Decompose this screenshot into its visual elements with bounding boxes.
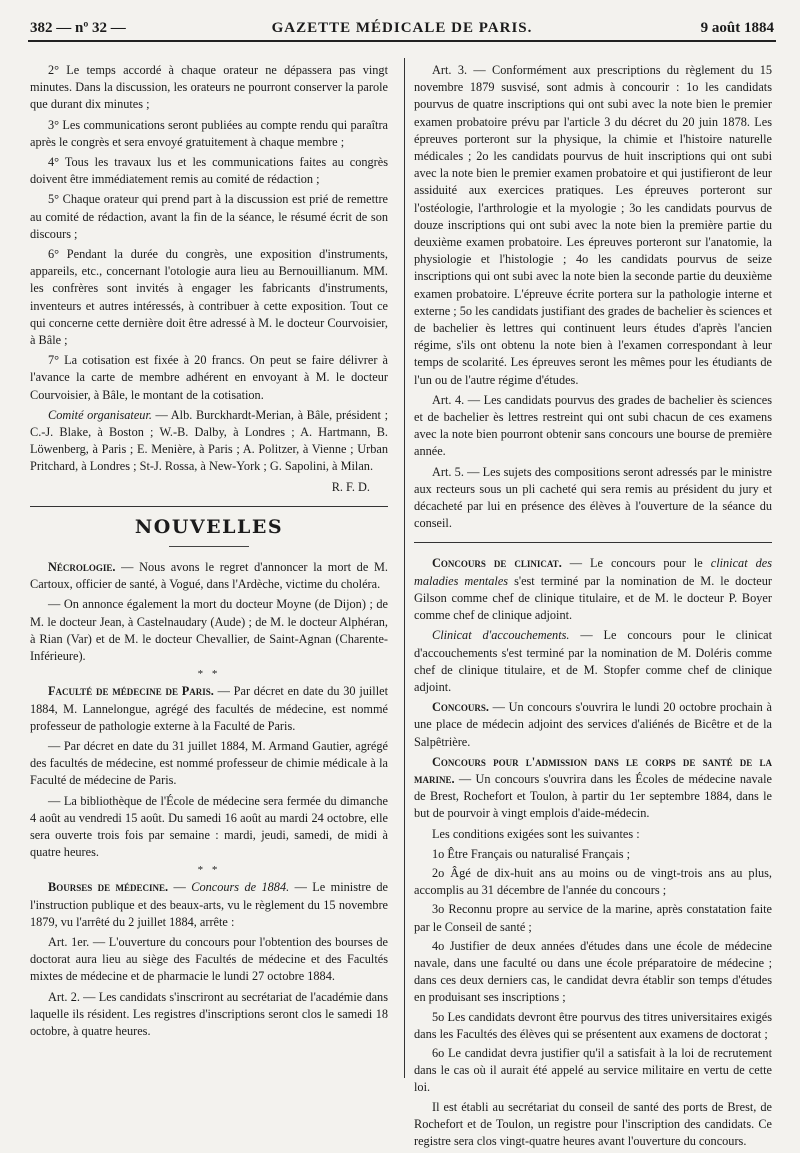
separator-stars: * * bbox=[197, 864, 221, 877]
concours-label: Concours. bbox=[432, 700, 489, 715]
bibliotheque-paragraph: — La bibliothèque de l'École de médecine sera fermée du dimanche 4 août au vendredi 15 août. Du samedi 16 août au mardi 24 octobre, elle sera ouverte trois fois par semaine : mardi, jeudi, samedi, de midi à quatre heures. bbox=[30, 793, 388, 860]
bourses-text: — Le ministre de l'instruction publique et des beaux-arts, vu le règlement du 15 novembre 1879, vu l'arrêté du 2 juillet 1884, arrête : bbox=[30, 880, 388, 929]
journal-title: GAZETTE MÉDICALE DE PARIS. bbox=[271, 20, 533, 36]
marine-label: Concours pour l'admission dans le corps de santé de la marine. bbox=[414, 754, 772, 786]
bourses-paragraph: Bourses de médecine. — Concours de 1884. — Le ministre de l'instruction publique et des beaux-arts, vu le règlement du 15 novembre 1879, vu l'arrêté du 2 juillet 1884, arrête : bbox=[30, 880, 388, 929]
condition-item: 1o Être Français ou naturalisé Français ; bbox=[432, 846, 631, 861]
rule-4: 4° Tous les travaux lus et les communications faites au congrès doivent être immédiatement remis au comité de rédaction ; bbox=[30, 155, 388, 187]
section-divider bbox=[414, 542, 772, 543]
condition-item: 2o Âgé de dix-huit ans au moins ou de vingt-trois ans au plus, accomplis au 31 décembre de l'année du concours ; bbox=[414, 865, 772, 898]
accouchements-paragraph bbox=[414, 627, 772, 696]
right-column bbox=[414, 62, 772, 1153]
article-1: Art. 1er. — L'ouverture du concours pour l'obtention des bourses de doctorat aura lieu au siège des Facultés de médecine et des Facultés mixtes de médecine et de pharmacie le lundi 27 octobre 1884. bbox=[30, 934, 388, 984]
article-4: Art. 4. — Les candidats pourvus des grades de bachelier ès sciences et de bachelier ès lettres restreint qui ont subi chacun de ces examens avec la note bien pourront obtenir sans concours une bourse de première année. bbox=[414, 392, 772, 459]
page-header bbox=[28, 14, 776, 42]
necrologie-paragraph bbox=[30, 559, 388, 593]
section-title: NOUVELLES bbox=[134, 515, 284, 538]
article-2: Art. 2. — Les candidats s'inscriront au secrétariat de l'académie dans laquelle ils résident. Les registres d'inscriptions seront clos le samedi 18 octobre, à quatre heures. bbox=[30, 989, 388, 1038]
clinicat-italic: clinicat des maladies mentales bbox=[414, 556, 772, 588]
necrologie-label: Nécrologie. bbox=[48, 560, 116, 575]
faculte-text: — Par décret en date du 30 juillet 1884, M. Lannelongue, agrégé des facultés de médecine, est nommé professeur de pathologie externe à la Faculté de Paris. bbox=[30, 684, 389, 733]
necrologie-text: — Nous avons le regret d'annoncer la mort de M. Cartoux, officier de santé, à Vogué, dans l'Ardèche, victime du choléra. bbox=[30, 560, 388, 592]
condition-item: 3o Reconnu propre au service de la marine, après constatation faite par le Conseil de santé ; bbox=[414, 902, 772, 934]
accouchements-label: Clinicat d'accouchements. bbox=[432, 628, 570, 643]
clinicat-text-a: — Le concours pour le bbox=[561, 556, 711, 571]
section-divider bbox=[30, 506, 388, 507]
concours-text: — Un concours s'ouvrira le lundi 20 octobre prochain à une place de médecin adjoint des services d'aliénés de Bicêtre et de la Salpêtrière. bbox=[414, 700, 772, 749]
clinicat-paragraph bbox=[414, 555, 772, 624]
faculte-paragraph bbox=[30, 683, 388, 735]
separator-stars: * * bbox=[197, 668, 221, 681]
rule-2: 2° Le temps accordé à chaque orateur ne dépassera pas vingt minutes. Dans la discussion, les orateurs ne pourront conserver la parole que durant dix minutes ; bbox=[30, 63, 388, 112]
accouchements-text: — Le concours pour le clinicat d'accouchements s'est terminé par la nomination de M. Doléris comme chef de clinique titulaire, et de M. Stopfer comme chef de clinique adjoint. bbox=[414, 628, 772, 694]
rule-3: 3° Les communications seront publiées au compte rendu qui paraîtra après le congrès et sera envoyé gratuitement à chaque membre ; bbox=[30, 117, 388, 149]
faculte-label: Faculté de médecine de Paris. bbox=[48, 684, 214, 699]
page-number: 382 — nº 32 — bbox=[30, 20, 126, 36]
marine-text: — Un concours s'ouvrira dans les Écoles de médecine navale de Brest, Rochefort et Toulon, à partir du 1er septembre 1884, dans le but de pourvoir à vingt emplois d'aide-médecin. bbox=[414, 771, 772, 821]
condition-item: 4o Justifier de deux années d'études dans une école de médecine navale, dans une faculté ou dans une école préparatoire de médecine ; dans ces deux derniers cas, le candidat devra établir son temps d'études en produisant ses inscriptions ; bbox=[414, 938, 772, 1005]
article-5: Art. 5. — Les sujets des compositions seront adressés par le ministre aux recteurs sous un pli cacheté qui sera remis au président du jury et décacheté par lui en présence des élèves à l'ouverture de la séance du conseil. bbox=[414, 464, 772, 531]
comite-label: Comité organisateur. bbox=[48, 407, 152, 422]
column-divider bbox=[404, 58, 405, 1078]
clinicat-text-b: s'est terminé par la nomination de M. le docteur Gilson comme chef de clinique titulaire, et de M. le docteur P. Boyer comme chef de clinique adjoint. bbox=[414, 573, 772, 623]
title-underline bbox=[169, 546, 249, 547]
article-3: Art. 3. — Conformément aux prescriptions du règlement du 15 novembre 1879 susvisé, sont admis à concourir : 1o les candidats pourvus de quatre inscriptions qui ont subi avec la note bien le premier examen probatoire prévu par l'article 3 du décret du 20 juin 1878. Les épreuves porteront sur la physique, la chimie et l'histoire naturelle médicales ; 2o les candidats pourvus de huit inscriptions qui ont subi avec la note bien le premier examen probatoire et qui justifieront de leur assiduité aux exercices pratiques. Les épreuves porteront sur l'ostéologie, l'arthrologie et la myologie ; 3o les candidats pourvus de douze inscriptions qui ont subi avec la note bien la première partie du deuxième examen probatoire. Les épreuves porteront sur l'anatomie, la physiologie et l'histologie ; 4o les candidats pourvus de seize inscriptions qui ont subi avec la note bien la seconde partie du deuxième examen probatoire. L'épreuve écrite portera sur la pathologie interne et externe ; 5o les candidats justifiant des grades de bachelier ès sciences et de bachelier ès lettres qui continuent leurs études d'après l'ancien régime, s'ils ont obtenu la note bien à l'examen correspondant à leur temps de scolarité. Les épreuves seront les mêmes pour les étudiants de l'un ou de l'autre régime d'études. bbox=[414, 63, 772, 387]
registre-paragraph: Il est établi au secrétariat du conseil de santé des ports de Brest, de Rochefort et de Toulon, un registre pour l'inscription des candidats. Ce registre sera clos vingt-quatre heures avant l'ouverture du concours. bbox=[414, 1099, 772, 1148]
gautier-paragraph: — Par décret en date du 31 juillet 1884, M. Armand Gautier, agrégé des facultés de médecine, est nommé professeur de chimie médicale à la Faculté de médecine de Paris. bbox=[30, 738, 388, 788]
signature: R. F. D. bbox=[331, 479, 370, 494]
issue-date: 9 août 1884 bbox=[700, 20, 774, 36]
rule-7: 7° La cotisation est fixée à 20 francs. On peut se faire délivrer à l'avance la carte de membre adhérent en envoyant à M. le docteur Courvoisier, à Bâle, le montant de la cotisation. bbox=[30, 353, 388, 402]
marine-paragraph bbox=[414, 754, 772, 823]
left-column bbox=[30, 62, 388, 1043]
bourses-concours: Concours de 1884. bbox=[191, 880, 290, 895]
rule-6: 6° Pendant la durée du congrès, une exposition d'instruments, appareils, etc., concernant l'otologie aura lieu au Bernouillianum. MM. les confrères sont invités à engager les fabricants d'instruments, inventeurs et autres intéressés, à contribuer à cette exposition. Tout ce qui concerne cette dernière doit être adressé à M. le docteur Courvoisier, à Bâle ; bbox=[30, 247, 388, 348]
comite-text: — Alb. Burckhardt-Merian, à Bâle, président ; C.-J. Blake, à Boston ; W.-B. Dalby, à Londres ; A. Hartmann, B. Löwenberg, à Paris ; E. Menière, à Paris ; A. Politzer, à Vienne ; Urban Pritchard, à Londres ; St-J. Rossa, à New-York ; G. Sapolini, à Milan. bbox=[30, 407, 388, 474]
comite-paragraph bbox=[30, 407, 388, 476]
moyne-paragraph: — On annonce également la mort du docteur Moyne (de Dijon) ; de M. le docteur Jean, à Castelnaudary (Aude) ; de M. le docteur Alphéran, à Rian (Var) et de M. le docteur Chevallier, de Saint-Agnan (Charente-Inférieure). bbox=[30, 597, 388, 664]
bourses-label: Bourses de médecine. bbox=[48, 880, 169, 895]
condition-item: 5o Les candidats devront être pourvus des titres universitaires exigés dans les Facultés des élèves qui se présentent aux examens de doctorat ; bbox=[414, 1009, 772, 1041]
conditions-heading: Les conditions exigées sont les suivantes : bbox=[432, 826, 640, 841]
rule-5: 5° Chaque orateur qui prend part à la discussion est prié de remettre au comité de rédaction, avant la fin de la séance, le résumé écrit de son discours ; bbox=[30, 192, 388, 241]
condition-item: 6o Le candidat devra justifier qu'il a satisfait à la loi de recrutement dans le cas où il aurait été appelé au service militaire en vertu de cette loi. bbox=[414, 1045, 772, 1095]
concours-paragraph bbox=[414, 699, 772, 751]
clinicat-label: Concours de clinicat. bbox=[432, 556, 562, 571]
